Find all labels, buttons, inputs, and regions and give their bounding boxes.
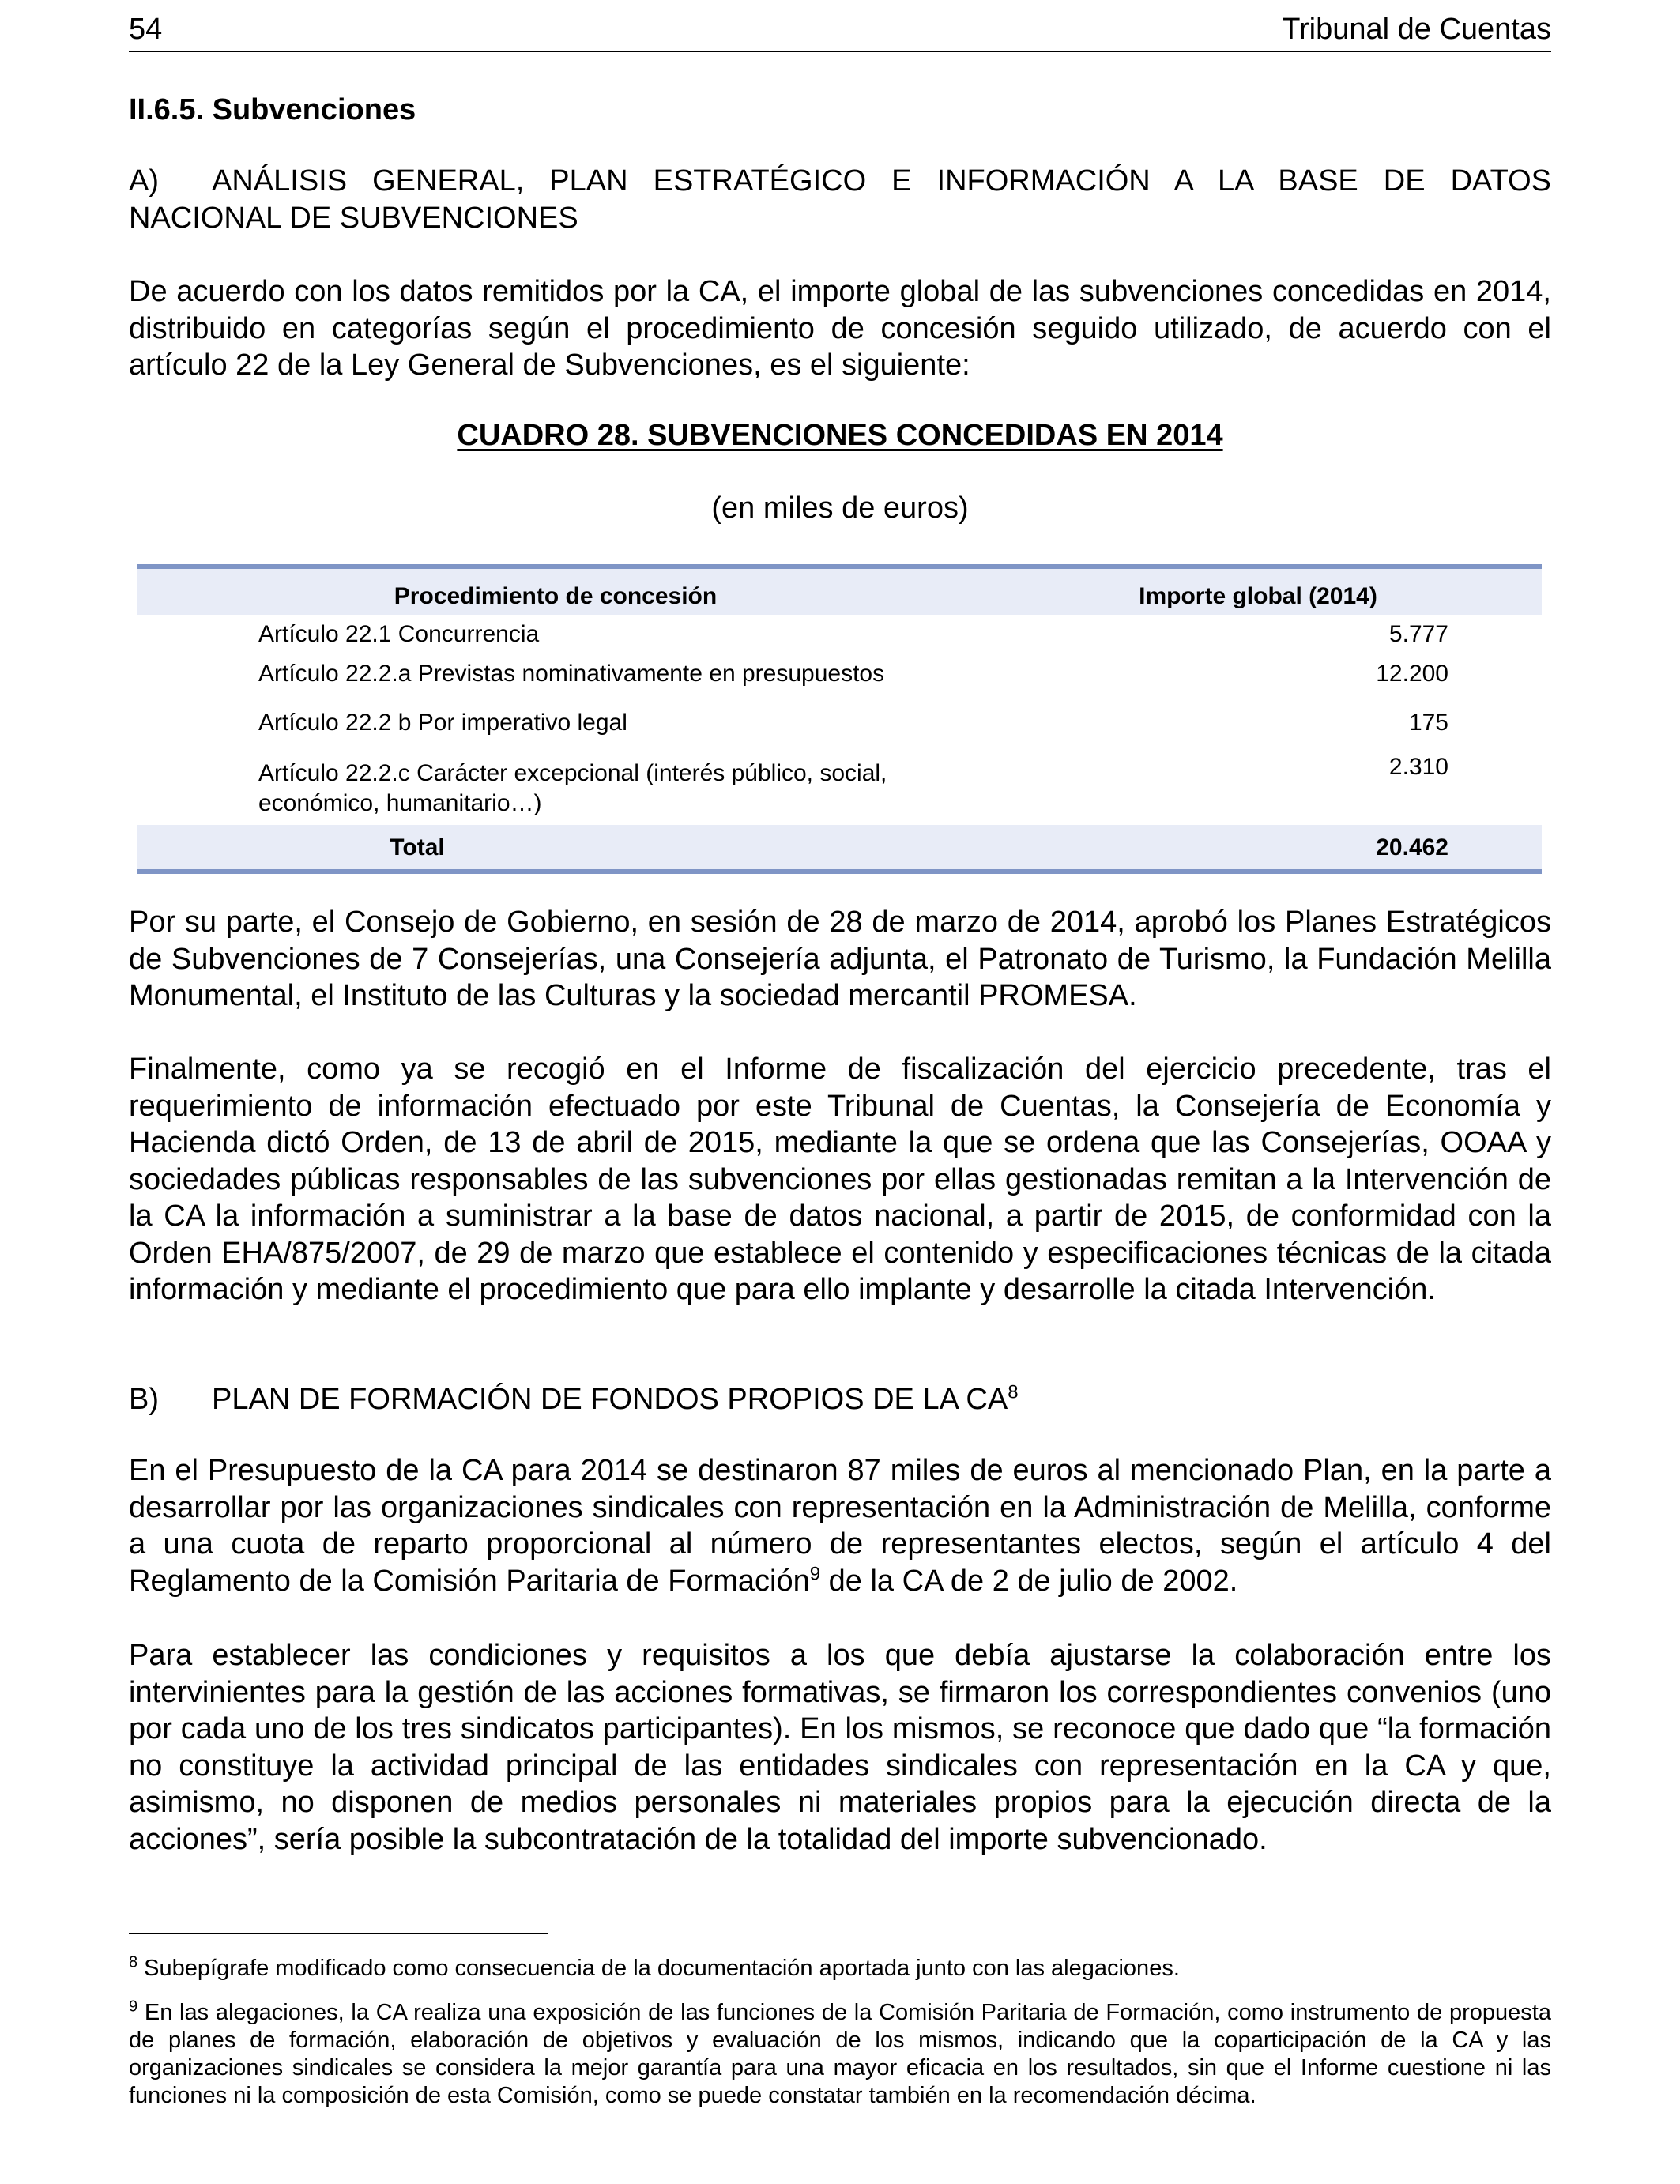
header-procedure: Procedimiento de concesión — [394, 583, 718, 609]
paragraph-consejo: Por su parte, el Consejo de Gobierno, en sesión de 28 de marzo de 2014, aprobó los Planes Estratégicos de Subvenciones de 7 Consejerías, una Consejería adjunta, el Patronato de Turismo, la Fundación Melilla Monumental, el Instituto de las Culturas y la sociedad mercantil PROMESA. — [129, 906, 1551, 1012]
footnote-ref-8: 8 — [1008, 1381, 1019, 1403]
total-value: 20.462 — [1376, 834, 1448, 860]
footnote-text: En las alegaciones, la CA realiza una exposición de las funciones de la Comisión Paritaria de Formación, como instrumento de propuesta de planes de formación, elaboración de objetivos y evaluación de los mismos, indicando que la coparticipación de la CA y las organizaciones sindicales se considera la mejor garantía para una mayor eficacia en los resultados, sin que el Informe cuestione ni las funciones ni la composición de esta Comisión, como se puede constatar también en la recomendación décima. — [129, 2000, 1551, 2108]
heading-b-label: B) — [129, 1383, 159, 1416]
table-subtitle: (en miles de euros) — [711, 491, 969, 525]
footnote-9 — [129, 1999, 1551, 2110]
paragraph-convenios: Para establecer las condiciones y requisitos a los que debía ajustarse la colaboración entre los intervinientes para la gestión de las acciones formativas, se firmaron los correspondientes convenios (uno por cada uno de los tres sindicatos participantes). En los mismos, se reconoce que dado que “la formación no constituye la actividad principal de las entidades sindicales con representación en la CA y que, asimismo, no disponen de medios personales ni materiales propios para la ejecución directa de la acciones”, sería posible la subcontratación de la totalidad del importe subvencionado. — [129, 1639, 1551, 1856]
publisher-name: Tribunal de Cuentas — [1282, 13, 1551, 46]
paragraph-presupuesto — [129, 1452, 1551, 1599]
header-amount: Importe global (2014) — [1139, 583, 1377, 609]
page-header — [129, 9, 1551, 52]
heading-b-text: PLAN DE FORMACIÓN DE FONDOS PROPIOS DE LA CA — [212, 1383, 1008, 1416]
heading-a-line2: NACIONAL DE SUBVENCIONES — [129, 201, 578, 235]
subsidies-table — [137, 564, 1542, 860]
heading-a-line1: ANÁLISIS GENERAL, PLAN ESTRATÉGICO E INFORMACIÓN A LA BASE DE DATOS — [212, 164, 1551, 198]
table-header — [137, 569, 1542, 615]
para4-tail: de la CA de 2 de julio de 2002. — [820, 1564, 1238, 1598]
row-label: Artículo 22.1 Concurrencia — [258, 621, 540, 647]
footnote-number: 9 — [129, 1998, 138, 2016]
table-row — [137, 654, 1542, 700]
footnote-text: Subepígrafe modificado como consecuencia de la documentación aportada junto con las alegaciones. — [137, 1956, 1180, 1981]
heading-a — [129, 163, 1551, 236]
row-value: 2.310 — [1388, 754, 1448, 780]
paragraph-finalmente: Finalmente, como ya se recogió en el Informe de fiscalización del ejercicio precedente, tras el requerimiento de información efectuado por este Tribunal de Cuentas, la Consejería de Economía y Hacienda dictó Orden, de 13 de abril de 2015, mediante la que se ordena que las Consejerías, OOAA y sociedades públicas responsables de las subvenciones por ellas gestionadas remitan a la Intervención de la CA la información a suministrar a la base de datos nacional, a partir de 2015, de conformidad con la Orden EHA/875/2007, de 29 de marzo que establece el contenido y especificaciones técnicas de la citada información y mediante el procedimiento que para ello implante y desarrolle la citada Intervención. — [129, 1052, 1551, 1306]
table-row — [137, 615, 1542, 654]
page-number: 54 — [129, 13, 163, 46]
heading-b — [129, 1383, 1019, 1417]
total-label: Total — [390, 834, 445, 860]
table-title-text: CUADRO 28. SUBVENCIONES CONCEDIDAS EN 2014 — [457, 419, 1223, 452]
paragraph-intro: De acuerdo con los datos remitidos por la CA, el importe global de las subvenciones concedidas en 2014, distribuido en categorías según el procedimiento de concesión seguido utilizado, de acuerdo con el artículo 22 de la Ley General de Subvenciones, es el siguiente: — [129, 275, 1551, 382]
table-bottom-rule — [137, 869, 1542, 874]
row-value: 5.777 — [1388, 621, 1448, 647]
row-label: Artículo 22.2 b Por imperativo legal — [258, 710, 627, 736]
table-row — [137, 700, 1542, 749]
row-label: Artículo 22.2.c Carácter excepcional (interés público, social, económico, humanitario…) — [258, 760, 887, 816]
table-total-row — [137, 825, 1542, 869]
footnote-ref-9: 9 — [809, 1562, 821, 1584]
row-value: 12.200 — [1376, 661, 1448, 687]
row-label: Artículo 22.2.a Previstas nominativamente en presupuestos — [258, 661, 885, 687]
section-title: II.6.5. Subvenciones — [129, 93, 416, 126]
para4-text: En el Presupuesto de la CA para 2014 se destinaron 87 miles de euros al mencionado Plan, en la parte a desarrollar por las organizaciones sindicales con representación en la Administración de Melilla, conforme a una cuota de reparto proporcional al número de representantes electos, según el artículo 4 del Reglamento de la Comisión Paritaria de Formación — [129, 1454, 1551, 1598]
footnote-number: 8 — [129, 1953, 138, 1971]
heading-a-label: A) — [129, 164, 159, 198]
footnote-8 — [129, 1955, 1551, 1983]
table-row — [137, 751, 1542, 827]
row-value: 175 — [1408, 710, 1448, 736]
table-title — [129, 419, 1551, 453]
footnote-separator — [129, 1933, 548, 1934]
